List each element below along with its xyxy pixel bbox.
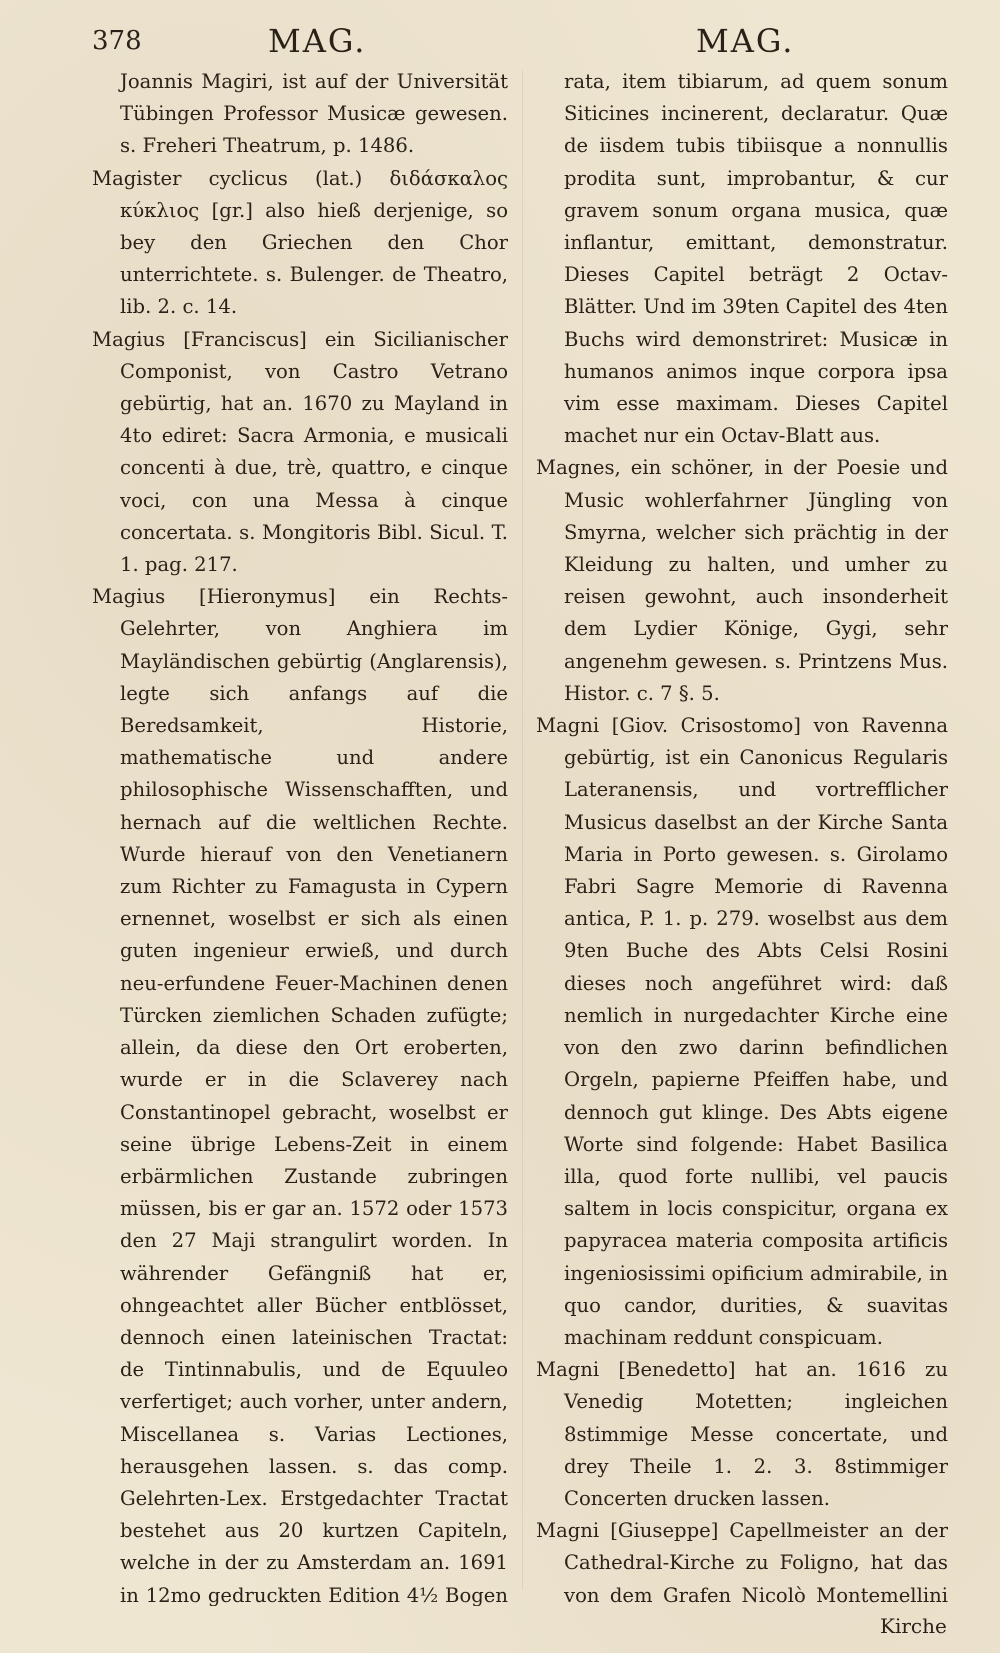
running-head-left: MAG. [268, 22, 367, 60]
entry: rata, item tibiarum, ad quem sonum Siticines incinerent, declaratur. Quæ de iisdem tubis tibiisque a nonnullis prodita sunt, improbantur, & cur gravem sonum organa musica, quæ inflantur, emittant, demonstratur. Dieses Capitel beträgt 2 Octav-Blätter. Und im 39ten Capitel des 4ten Buchs wird demonstriret: Musicæ in humanos animos inque corpora ipsa vim esse maximam. Dieses Capitel machet nur ein Octav-Blatt aus. [564, 70, 948, 448]
entry: Magister cyclicus (lat.) διδάσκαλος κύκλιος [gr.] also hieß derjenige, so bey den Griechen den Chor unterrichtete. s. Bulenger. de Theatro, lib. 2. c. 14. [92, 166, 508, 319]
entry: Magni [Giov. Crisostomo] von Ravenna gebürtig, ist ein Canonicus Regularis Lateranensis, und vortrefflicher Musicus daselbst an der Kirche Santa Maria in Porto gewesen. s. Girolamo Fabri Sagre Memorie di Ravenna antica, P. 1. p. 279. woselbst aus dem 9ten Buche des Abts Celsi Rosini dieses noch angeführet wird: daß nemlich in nurgedachter Kirche eine von den zwo darinn befindlichen Orgeln, papierne Pfeiffen habe, und dennoch gut klinge. Des Abts eigene Worte sind folgende: Habet Basilica illa, quod forte nullibi, vel paucis saltem in locis conspicitur, organa ex papyracea materia composita artificis ingeniosissimi opificium admirabile, in quo candor, durities, & suavitas machinam reddunt conspicuam. [536, 714, 948, 1349]
entry: Magnes, ein schöner, in der Poesie und Music wohlerfahrner Jüngling von Smyrna, welcher sich prächtig in der Kleidung zu halten, und umher zu reisen gewohnt, auch insonderheit dem Lydier Könige, Gygi, sehr angenehm gewesen. s. Printzens Mus. Histor. c. 7 §. 5. [536, 456, 948, 705]
page-header [0, 18, 1000, 66]
entry: Joannis Magiri, ist auf der Universität Tübingen Professor Musicæ gewesen. s. Freheri Theatrum, p. 1486. [120, 70, 508, 158]
entry: Magni [Giuseppe] Capellmeister an der Cathedral-Kirche zu Foligno, hat das von dem Grafen Nicolò Montemellini [536, 1519, 948, 1606]
running-head-right: MAG. [696, 22, 795, 60]
entry: Magius [Hieronymus] ein Rechts-Gelehrter, von Anghiera im Mayländischen gebürtig (Anglarensis), legte sich anfangs auf die Beredsamkeit, Historie, mathematische und andere philosophische Wissenschafften, und hernach auf die weltlichen Rechte. Wurde hierauf von den Venetianern zum Richter zu Famagusta in Cypern ernennet, woselbst er sich als einen guten ingenieur erwieß, und durch neu-erfundene Feuer-Machinen denen Türcken ziemlichen Schaden zufügte; allein, da diese den Ort eroberten, wurde er in die Sclaverey nach Constantinopel gebracht, woselbst er seine übrige Lebens-Zeit in einem erbärmlichen Zustande zubringen müssen, bis er gar an. 1572 oder 1573 den 27 Maji strangulirt worden. In währender Gefängniß hat er, ohngeachtet aller Bücher entblösset, dennoch einen lateinischen Tractat: de Tintinnabulis, und de Equuleo verfertiget; auch vorher, unter andern, Miscellanea s. Varias Lectiones, herausgehen lassen. s. das comp. Gelehrten-Lex. Erstgedachter Tractat bestehet aus 20 kurtzen Capiteln, welche in der zu Amsterdam an. 1691 in 12mo gedruckten Edition 4½ Bogen [92, 585, 508, 1606]
page-number: 378 [92, 26, 142, 56]
right-column [536, 66, 948, 1606]
left-column [92, 66, 508, 1606]
entry: Magni [Benedetto] hat an. 1616 zu Venedig Motetten; ingleichen 8stimmige Messe concertate, und drey Theile 1. 2. 3. 8stimmiger Concerten drucken lassen. [536, 1358, 948, 1510]
catchword: Kirche [880, 1614, 947, 1638]
entry: Magius [Franciscus] ein Sicilianischer Componist, von Castro Vetrano gebürtig, hat an. 1670 zu Mayland in 4to ediret: Sacra Armonia, e musicali concenti à due, trè, quattro, e cinque voci, con una Messa à cinque concertata. s. Mongitoris Bibl. Sicul. T. 1. pag. 217. [92, 327, 508, 577]
column-gutter [522, 70, 523, 1590]
